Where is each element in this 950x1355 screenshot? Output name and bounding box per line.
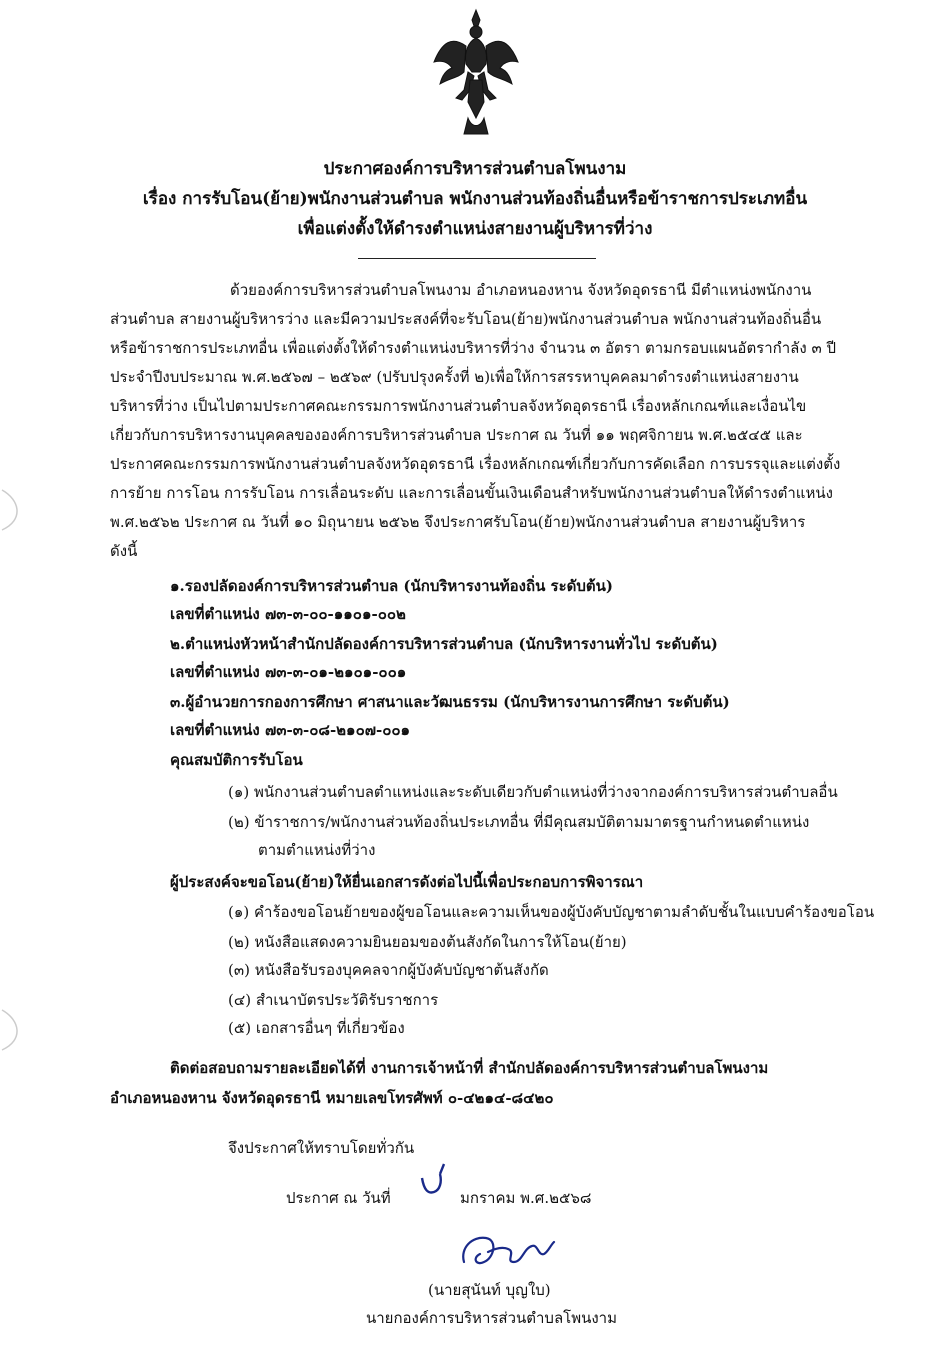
announcement-subject-cont: เพื่อแต่งตั้งให้ดำรงตำแหน่งสายงานผู้บริหารที่ว่าง bbox=[297, 219, 653, 239]
paragraph-line: พ.ศ.๒๕๖๒ ประกาศ ณ วันที่ ๑๐ มิถุนายน ๒๕๖๒ จึงประกาศรับโอน(ย้าย)พนักงานส่วนตำบล สายงานผู้บริหาร bbox=[110, 513, 806, 531]
document-item: (๔) สำเนาบัตรประวัติรับราชการ bbox=[228, 991, 439, 1009]
handwritten-day-icon bbox=[418, 1160, 448, 1200]
paragraph-line: ส่วนตำบล สายงานผู้บริหารว่าง และมีความประสงค์ที่จะรับโอน(ย้าย)พนักงานส่วนตำบล พนักงานส่วนท้องถิ่นอื่น bbox=[110, 310, 822, 328]
paragraph-line: หรือข้าราชการประเภทอื่น เพื่อแต่งตั้งให้ดำรงตำแหน่งบริหารที่ว่าง จำนวน ๓ อัตรา ตามกรอบแผนอัตรากำลัง ๓ ปี bbox=[110, 339, 836, 357]
qualification-item: (๑) พนักงานส่วนตำบลตำแหน่งและระดับเดียวกับตำแหน่งที่ว่างจากองค์การบริหารส่วนตำบลอื่น bbox=[228, 783, 838, 801]
paragraph-line: เกี่ยวกับการบริหารงานบุคคลขององค์การบริหารส่วนตำบล ประกาศ ณ วันที่ ๑๑ พฤศจิกายน พ.ศ.๒๕๔๕ และ bbox=[110, 426, 803, 444]
document-item: (๓) หนังสือรับรองบุคคลจากผู้บังคับบัญชาต้นสังกัด bbox=[228, 961, 549, 979]
qualifications-heading: คุณสมบัติการรับโอน bbox=[170, 751, 303, 769]
announcement-subject: เรื่อง การรับโอน(ย้าย)พนักงานส่วนตำบล พนักงานส่วนท้องถิ่นอื่นหรือข้าราชการประเภทอื่น bbox=[142, 189, 808, 209]
signer-name: (นายสุนันท์ บุญใบ) bbox=[428, 1281, 551, 1299]
date-prefix: ประกาศ ณ วันที่ bbox=[286, 1189, 391, 1207]
position-2-number: เลขที่ตำแหน่ง ๗๓-๓-๐๑-๒๑๐๑-๐๐๑ bbox=[170, 663, 407, 681]
paragraph-line: ประกาศคณะกรรมการพนักงานส่วนตำบลจังหวัดอุดรธานี เรื่องหลักเกณฑ์เกี่ยวกับการคัดเลือก การบรรจุและแต่งตั้ง bbox=[110, 455, 841, 473]
garuda-emblem-icon bbox=[428, 6, 524, 146]
qualification-item-cont: ตามตำแหน่งที่ว่าง bbox=[258, 841, 376, 859]
title-divider bbox=[358, 258, 596, 259]
position-3-title: ๓.ผู้อำนวยการกองการศึกษา ศาสนาและวัฒนธรรม (นักบริหารงานการศึกษา ระดับต้น) bbox=[170, 693, 730, 711]
qualification-item: (๒) ข้าราชการ/พนักงานส่วนท้องถิ่นประเภทอื่น ที่มีคุณสมบัติตามมาตรฐานกำหนดตำแหน่ง bbox=[228, 813, 810, 831]
document-item: (๕) เอกสารอื่นๆ ที่เกี่ยวข้อง bbox=[228, 1019, 405, 1037]
paragraph-line: ประจำปีงบประมาณ พ.ศ.๒๕๖๗ – ๒๕๖๙ (ปรับปรุงครั้งที่ ๒)เพื่อให้การสรรหาบุคคลมาดำรงตำแหน่งสายงาน bbox=[110, 368, 799, 386]
documents-heading: ผู้ประสงค์จะขอโอน(ย้าย)ให้ยื่นเอกสารดังต่อไปนี้เพื่อประกอบการพิจารณา bbox=[170, 873, 644, 891]
closing-announce: จึงประกาศให้ทราบโดยทั่วกัน bbox=[228, 1139, 415, 1157]
signature-icon bbox=[454, 1228, 564, 1278]
paragraph-line: ด้วยองค์การบริหารส่วนตำบลโพนงาม อำเภอหนองหาน จังหวัดอุดรธานี มีตำแหน่งพนักงาน bbox=[230, 281, 812, 299]
position-1-title: ๑.รองปลัดองค์การบริหารส่วนตำบล (นักบริหารงานท้องถิ่น ระดับต้น) bbox=[170, 577, 614, 595]
contact-line-2: อำเภอหนองหาน จังหวัดอุดรธานี หมายเลขโทรศัพท์ ๐-๔๒๑๔-๘๔๒๐ bbox=[110, 1089, 554, 1107]
document-item: (๑) คำร้องขอโอนย้ายของผู้ขอโอนและความเห็นของผู้บังคับบัญชาตามลำดับชั้นในแบบคำร้องขอโอน bbox=[228, 903, 875, 921]
paragraph-line: การย้าย การโอน การรับโอน การเลื่อนระดับ และการเลื่อนขั้นเงินเดือนสำหรับพนักงานส่วนตำบลให้ดำรงตำแหน่ง bbox=[110, 484, 833, 502]
punch-hole-icon bbox=[0, 480, 60, 540]
paragraph-line: บริหารที่ว่าง เป็นไปตามประกาศคณะกรรมการพนักงานส่วนตำบลจังหวัดอุดรธานี เรื่องหลักเกณฑ์และเงื่อนไข bbox=[110, 397, 807, 415]
announcement-title: ประกาศองค์การบริหารส่วนตำบลโพนงาม bbox=[323, 159, 627, 179]
paragraph-line: ดังนี้ bbox=[110, 542, 138, 560]
date-suffix: มกราคม พ.ศ.๒๕๖๘ bbox=[460, 1189, 592, 1207]
document-item: (๒) หนังสือแสดงความยินยอมของต้นสังกัดในการให้โอน(ย้าย) bbox=[228, 933, 627, 951]
position-2-title: ๒.ตำแหน่งหัวหน้าสำนักปลัดองค์การบริหารส่วนตำบล (นักบริหารงานทั่วไป ระดับต้น) bbox=[170, 635, 718, 653]
intro-paragraph bbox=[110, 276, 910, 566]
position-3-number: เลขที่ตำแหน่ง ๗๓-๓-๐๘-๒๑๐๗-๐๐๑ bbox=[170, 721, 411, 739]
signer-title: นายกองค์การบริหารส่วนตำบลโพนงาม bbox=[366, 1309, 617, 1327]
punch-hole-icon bbox=[0, 1000, 60, 1060]
position-1-number: เลขที่ตำแหน่ง ๗๓-๓-๐๐-๑๑๐๑-๐๐๒ bbox=[170, 605, 406, 623]
contact-line-1: ติดต่อสอบถามรายละเอียดได้ที่ งานการเจ้าหน้าที่ สำนักปลัดองค์การบริหารส่วนตำบลโพนงาม bbox=[170, 1059, 769, 1077]
